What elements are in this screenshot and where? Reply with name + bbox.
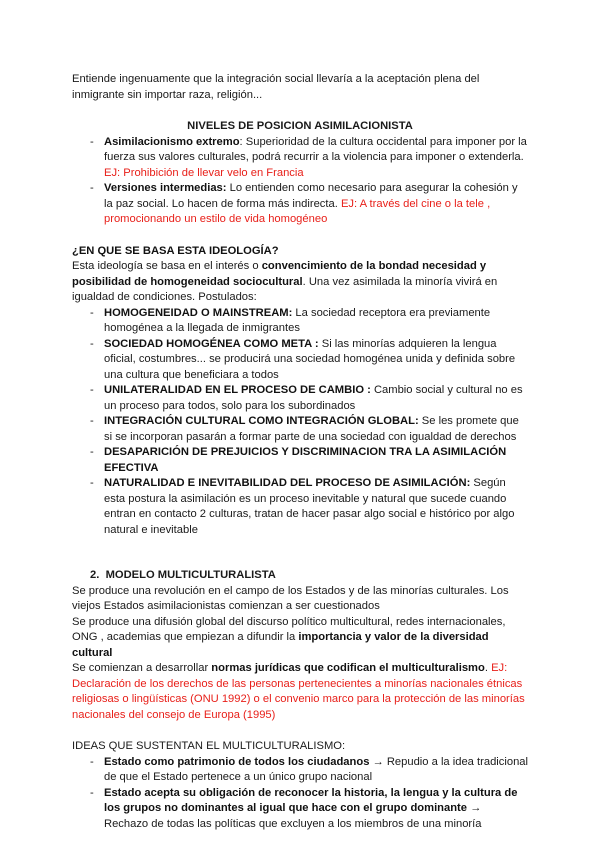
- dash-bullet: -: [90, 306, 94, 319]
- list-item: - INTEGRACIÓN CULTURAL COMO INTEGRACIÓN GLOBAL: Se les promete que si se incorporan pasarán a formar parte de una sociedad con igualdad de derechos: [90, 415, 519, 443]
- intro-paragraph: Entiende ingenuamente que la integración social llevaría a la aceptación plena del inmigrante sin importar raza, religión...: [72, 73, 480, 101]
- niveles-heading: NIVELES DE POSICION ASIMILACIONISTA: [187, 120, 413, 132]
- dash-bullet: -: [90, 337, 94, 350]
- dash-bullet: -: [90, 477, 94, 489]
- list-item: - HOMOGENEIDAD O MAINSTREAM: La sociedad receptora era previamente homogénea a la llegada de inmigrantes: [90, 306, 491, 334]
- list-item: - Asimilacionismo extremo: Superioridad de la cultura occidental para imponer por la fuerza sus valores culturales, podrá recurrir a la violencia para imponer o extenderla. EJ: Prohibición de llevar velo en Francia: [90, 135, 527, 179]
- modelo-paragraph-3: Se comienzan a desarrollar normas jurídicas que codifican el multiculturalismo. EJ: Declaración de los derechos de las personas pertenecientes a minorías nacionales étnicas religiosas o lingüísticas (ONU 1992) o el convenio marco para la protección de las minorías nacionales del consejo de Europa (1995): [72, 662, 525, 721]
- list-item: - SOCIEDAD HOMOGÉNEA COMO META : Si las minorías adquieren la lengua oficial, costumbres... se producirá una sociedad homogénea unida y definida sobre una cultura que beneficiara a todos: [90, 337, 516, 381]
- list-item: - NATURALIDAD E INEVITABILIDAD DEL PROCESO DE ASIMILACIÓN: Según esta postura la asimilación es un proceso inevitable y natural que sucede cuando entran en contacto 2 culturas, tratan de hacer pasar algo social e histórico por algo natural e inevitable: [90, 477, 515, 536]
- dash-bullet: -: [90, 755, 94, 768]
- list-item: - Estado acepta su obligación de reconocer la historia, la lengua y la cultura de los grupos no dominantes al igual que hace con el grupo dominante → Rechazo de todas las políticas que excluyen a los miembros de una minoría: [90, 786, 518, 830]
- dash-bullet: -: [90, 384, 94, 396]
- dash-bullet: -: [90, 415, 94, 427]
- list-item: - Versiones intermedias: Lo entienden como necesario para asegurar la cohesión y la paz social. Lo hacen de forma más indirecta. EJ: A través del cine o la tele , promocionando un estilo de vida homogéneo: [90, 182, 518, 225]
- ideas-heading: IDEAS QUE SUSTENTAN EL MULTICULTURALISMO:: [72, 740, 346, 752]
- postulados-list: [72, 306, 528, 539]
- modelo-heading: 2. MODELO MULTICULTURALISTA: [90, 569, 276, 581]
- list-item: - Estado como patrimonio de todos los ciudadanos → Repudio a la idea tradicional de que el Estado pertenece a un único grupo nacional: [90, 755, 529, 783]
- modelo-paragraph-2: Se produce una difusión global del discurso político multicultural, redes internacionales, ONG , academias que empiezan a difundir la importancia y valor de la diversidad cultural: [72, 615, 506, 659]
- list-item: - UNILATERALIDAD EN EL PROCESO DE CAMBIO : Cambio social y cultural no es un proceso para todos, solo para los subordinados: [90, 384, 523, 412]
- document-page: [72, 72, 528, 832]
- ideas-list: [72, 755, 528, 833]
- dash-bullet: -: [90, 786, 94, 799]
- niveles-list: [72, 135, 528, 228]
- base-paragraph: Esta ideología se basa en el interés o convencimiento de la bondad necesidad y posibilidad de homogeneidad sociocultural. Una vez asimilada la minoría vivirá en igualdad de condiciones. Postulados:: [72, 260, 498, 303]
- modelo-paragraph-1: Se produce una revolución en el campo de los Estados y de las minorías culturales. Los viejos Estados asimilacionistas comienzan a ser cuestionados: [72, 584, 509, 612]
- dash-bullet: -: [90, 135, 94, 148]
- dash-bullet: -: [90, 446, 94, 458]
- list-item: - DESAPARICIÓN DE PREJUICIOS Y DISCRIMINACION TRA LA ASIMILACIÓN EFECTIVA: [90, 446, 507, 474]
- base-heading: ¿EN QUE SE BASA ESTA IDEOLOGÍA?: [72, 244, 279, 257]
- dash-bullet: -: [90, 182, 94, 194]
